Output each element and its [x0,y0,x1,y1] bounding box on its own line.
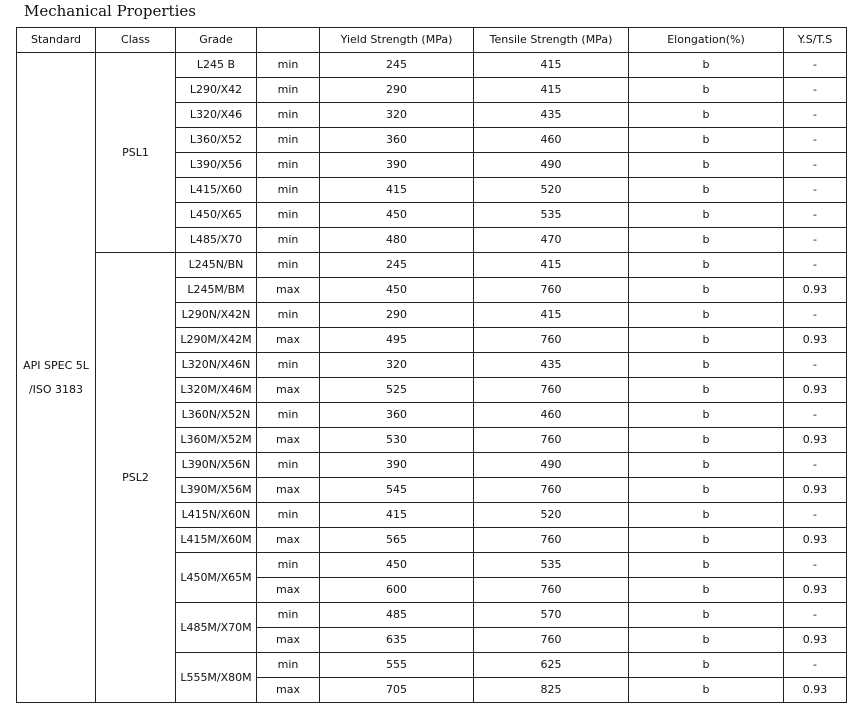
standard-line-2: /ISO 3183 [28,382,84,396]
elongation-cell: b [629,78,784,103]
ys-ts-ratio-cell: - [784,253,847,278]
yield-strength-cell: 530 [320,428,474,453]
elongation-cell: b [629,253,784,278]
limit-type-cell: min [257,653,320,678]
ys-ts-ratio-cell: 0.93 [784,328,847,353]
elongation-cell: b [629,678,784,703]
limit-type-cell: min [257,203,320,228]
grade-cell: L290/X42 [176,78,257,103]
yield-strength-cell: 390 [320,453,474,478]
limit-type-cell: min [257,53,320,78]
tensile-strength-cell: 470 [474,228,629,253]
yield-strength-cell: 390 [320,153,474,178]
page-title: Mechanical Properties [24,2,196,20]
yield-strength-cell: 525 [320,378,474,403]
elongation-cell: b [629,178,784,203]
header-elongation: Elongation(%) [629,28,784,53]
grade-cell: L415N/X60N [176,503,257,528]
grade-cell: L390/X56 [176,153,257,178]
tensile-strength-cell: 460 [474,403,629,428]
elongation-cell: b [629,403,784,428]
limit-type-cell: min [257,553,320,578]
ys-ts-ratio-cell: - [784,353,847,378]
grade-cell: L415M/X60M [176,528,257,553]
elongation-cell: b [629,228,784,253]
grade-cell: L390N/X56N [176,453,257,478]
tensile-strength-cell: 535 [474,203,629,228]
limit-type-cell: max [257,528,320,553]
elongation-cell: b [629,553,784,578]
tensile-strength-cell: 625 [474,653,629,678]
ys-ts-ratio-cell: 0.93 [784,428,847,453]
limit-type-cell: min [257,128,320,153]
ys-ts-ratio-cell: - [784,453,847,478]
tensile-strength-cell: 415 [474,78,629,103]
limit-type-cell: min [257,228,320,253]
ys-ts-ratio-cell: - [784,303,847,328]
yield-strength-cell: 705 [320,678,474,703]
limit-type-cell: max [257,278,320,303]
tensile-strength-cell: 490 [474,453,629,478]
yield-strength-cell: 485 [320,603,474,628]
header-row [17,28,847,53]
ys-ts-ratio-cell: - [784,228,847,253]
grade-cell: L360M/X52M [176,428,257,453]
tensile-strength-cell: 760 [474,278,629,303]
yield-strength-cell: 635 [320,628,474,653]
tensile-strength-cell: 415 [474,253,629,278]
grade-cell: L360N/X52N [176,403,257,428]
elongation-cell: b [629,103,784,128]
tensile-strength-cell: 520 [474,503,629,528]
ys-ts-ratio-cell: 0.93 [784,578,847,603]
elongation-cell: b [629,528,784,553]
tensile-strength-cell: 415 [474,53,629,78]
standard-cell [17,53,96,703]
elongation-cell: b [629,653,784,678]
ys-ts-ratio-cell: - [784,53,847,78]
ys-ts-ratio-cell: - [784,78,847,103]
limit-type-cell: min [257,453,320,478]
limit-type-cell: min [257,503,320,528]
yield-strength-cell: 360 [320,128,474,153]
tensile-strength-cell: 570 [474,603,629,628]
yield-strength-cell: 450 [320,553,474,578]
grade-cell: L245 B [176,53,257,78]
ys-ts-ratio-cell: 0.93 [784,678,847,703]
elongation-cell: b [629,453,784,478]
tensile-strength-cell: 760 [474,578,629,603]
grade-cell: L555M/X80M [176,653,257,703]
limit-type-cell: max [257,628,320,653]
class-psl2-cell: PSL2 [96,253,176,703]
grade-cell: L290N/X42N [176,303,257,328]
ys-ts-ratio-cell: - [784,653,847,678]
elongation-cell: b [629,378,784,403]
tensile-strength-cell: 760 [474,628,629,653]
ys-ts-ratio-cell: - [784,503,847,528]
ys-ts-ratio-cell: 0.93 [784,628,847,653]
grade-cell: L485M/X70M [176,603,257,653]
elongation-cell: b [629,578,784,603]
table-row [17,53,847,78]
ys-ts-ratio-cell: - [784,153,847,178]
grade-cell: L450/X65 [176,203,257,228]
yield-strength-cell: 360 [320,403,474,428]
header-tensile-strength: Tensile Strength (MPa) [474,28,629,53]
tensile-strength-cell: 760 [474,328,629,353]
limit-type-cell: max [257,428,320,453]
yield-strength-cell: 320 [320,103,474,128]
header-ys-ts-ratio: Y.S/T.S [784,28,847,53]
grade-cell: L390M/X56M [176,478,257,503]
standard-line-1: API SPEC 5L [23,358,89,372]
ys-ts-ratio-cell: - [784,203,847,228]
ys-ts-ratio-cell: 0.93 [784,278,847,303]
yield-strength-cell: 495 [320,328,474,353]
elongation-cell: b [629,53,784,78]
elongation-cell: b [629,603,784,628]
elongation-cell: b [629,128,784,153]
grade-cell: L485/X70 [176,228,257,253]
ys-ts-ratio-cell: - [784,178,847,203]
limit-type-cell: max [257,328,320,353]
elongation-cell: b [629,628,784,653]
elongation-cell: b [629,203,784,228]
tensile-strength-cell: 435 [474,353,629,378]
elongation-cell: b [629,478,784,503]
limit-type-cell: min [257,178,320,203]
tensile-strength-cell: 415 [474,303,629,328]
tensile-strength-cell: 460 [474,128,629,153]
header-grade: Grade [176,28,257,53]
grade-cell: L245N/BN [176,253,257,278]
yield-strength-cell: 245 [320,53,474,78]
yield-strength-cell: 545 [320,478,474,503]
grade-cell: L320/X46 [176,103,257,128]
yield-strength-cell: 290 [320,303,474,328]
limit-type-cell: min [257,303,320,328]
elongation-cell: b [629,303,784,328]
grade-cell: L450M/X65M [176,553,257,603]
ys-ts-ratio-cell: 0.93 [784,478,847,503]
grade-cell: L320M/X46M [176,378,257,403]
yield-strength-cell: 450 [320,203,474,228]
tensile-strength-cell: 435 [474,103,629,128]
ys-ts-ratio-cell: - [784,603,847,628]
elongation-cell: b [629,503,784,528]
elongation-cell: b [629,153,784,178]
mechanical-properties-table [16,27,847,703]
tensile-strength-cell: 760 [474,478,629,503]
limit-type-cell: min [257,78,320,103]
elongation-cell: b [629,428,784,453]
limit-type-cell: max [257,378,320,403]
yield-strength-cell: 245 [320,253,474,278]
yield-strength-cell: 555 [320,653,474,678]
ys-ts-ratio-cell: - [784,553,847,578]
tensile-strength-cell: 520 [474,178,629,203]
grade-cell: L360/X52 [176,128,257,153]
elongation-cell: b [629,353,784,378]
class-psl1-cell: PSL1 [96,53,176,253]
limit-type-cell: max [257,578,320,603]
tensile-strength-cell: 760 [474,528,629,553]
yield-strength-cell: 565 [320,528,474,553]
header-standard: Standard [17,28,96,53]
tensile-strength-cell: 535 [474,553,629,578]
limit-type-cell: min [257,253,320,278]
yield-strength-cell: 450 [320,278,474,303]
ys-ts-ratio-cell: 0.93 [784,378,847,403]
elongation-cell: b [629,278,784,303]
limit-type-cell: max [257,678,320,703]
limit-type-cell: min [257,603,320,628]
ys-ts-ratio-cell: - [784,103,847,128]
limit-type-cell: min [257,403,320,428]
ys-ts-ratio-cell: 0.93 [784,528,847,553]
yield-strength-cell: 320 [320,353,474,378]
ys-ts-ratio-cell: - [784,128,847,153]
grade-cell: L320N/X46N [176,353,257,378]
tensile-strength-cell: 490 [474,153,629,178]
tensile-strength-cell: 760 [474,428,629,453]
ys-ts-ratio-cell: - [784,403,847,428]
elongation-cell: b [629,328,784,353]
grade-cell: L290M/X42M [176,328,257,353]
yield-strength-cell: 290 [320,78,474,103]
table-row [17,253,847,278]
header-limit [257,28,320,53]
limit-type-cell: min [257,353,320,378]
yield-strength-cell: 600 [320,578,474,603]
tensile-strength-cell: 760 [474,378,629,403]
limit-type-cell: max [257,478,320,503]
header-yield-strength: Yield Strength (MPa) [320,28,474,53]
yield-strength-cell: 415 [320,503,474,528]
tensile-strength-cell: 825 [474,678,629,703]
grade-cell: L415/X60 [176,178,257,203]
header-class: Class [96,28,176,53]
limit-type-cell: min [257,153,320,178]
yield-strength-cell: 480 [320,228,474,253]
yield-strength-cell: 415 [320,178,474,203]
grade-cell: L245M/BM [176,278,257,303]
limit-type-cell: min [257,103,320,128]
